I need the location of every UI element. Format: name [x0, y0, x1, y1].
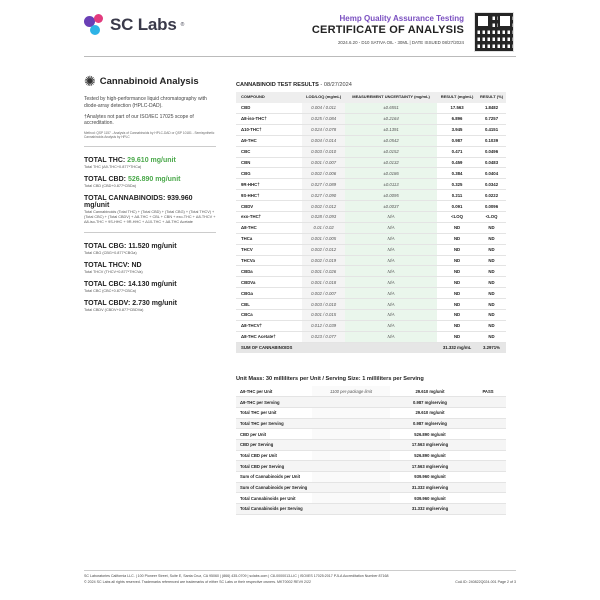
table-row [236, 222, 506, 233]
unit-cell [312, 397, 390, 408]
unit-cell: Total Cannabinoids per Unit [236, 493, 312, 504]
unit-row [236, 504, 506, 515]
table-row [236, 277, 506, 288]
total-item [84, 281, 216, 294]
section-title: Cannabinoid Analysis [99, 75, 199, 87]
table-cell: ND [437, 277, 477, 288]
unit-row [236, 429, 506, 440]
unit-cell [470, 482, 506, 493]
table-cell: 0.459 [437, 157, 477, 168]
accreditation-note: †Analytes not part of our ISO/IEC 17025 scope of accreditation. [84, 113, 194, 127]
table-cell: 0.004 / 0.014 [302, 135, 345, 146]
table-row [236, 168, 506, 179]
table-cell: ND [477, 244, 506, 255]
table-cell: 17.563 [437, 103, 477, 114]
unit-cell: Δ9-THC per Unit [236, 386, 312, 397]
table-cell: Δ8-THC [236, 222, 302, 233]
total-label [84, 195, 216, 209]
unit-cell: Total CBD per Unit [236, 450, 312, 461]
table-cell: ND [477, 331, 506, 342]
footer-address: SC Laboratories California LLC. | 100 Pioneer Street, Suite E, Santa Cruz, CA 95060 | (866) 435-0709 | sclabs.com | C8-0000013-LIC | ISO/IES 17025:2017 PJLA Accreditation Number 87168 [84, 574, 389, 578]
unit-cell: 17.563 mg/serving [390, 461, 470, 472]
total-label [84, 300, 216, 307]
table-row [236, 331, 506, 342]
total-value: 526.890 mg/unit [127, 176, 181, 184]
cannabinoid-results [236, 82, 506, 353]
table-cell: 1.8482 [477, 103, 506, 114]
total-value: 14.130 mg/unit [127, 280, 177, 288]
total-name: TOTAL CBDV: [84, 299, 133, 307]
total-formula: Total CBG (CBG+0.877*CBGa) [84, 250, 137, 255]
unit-cell [470, 407, 506, 418]
total-formula: Total CBD (CBD+0.877*CBDa) [84, 184, 137, 189]
total-formula: Total CBC (CBC+0.877*CBCa) [84, 288, 137, 293]
table-cell: ND [477, 255, 506, 266]
table-cell: CBD [236, 103, 302, 114]
table-cell: 0.01 / 0.02 [302, 222, 345, 233]
table-cell: 0.028 / 0.093 [302, 212, 345, 223]
table-cell: 0.1039 [477, 135, 506, 146]
unit-cell [312, 429, 390, 440]
table-cell: 0.024 / 0.078 [302, 124, 345, 135]
table-cell: ND [437, 320, 477, 331]
table-cell: ND [437, 299, 477, 310]
unit-cell: 939.960 mg/unit [390, 493, 470, 504]
total-formula: Total Cannabinoids (Total THC) + (Total CBD) + (Total CBG) + (Total THCV) + (Total CBC) + (Total CBDV) + Δ8-THC + CBL + CBN + exo-THC + Δ8-THCV + Δ8-iso-THC + 9S-HHC + 9R-HHC + Δ10-THC + Δ8-THC Acetate [84, 210, 216, 225]
table-cell: 0.987 [437, 135, 477, 146]
table-cell: ND [477, 266, 506, 277]
unit-cell: 31.332 mg/serving [390, 504, 470, 515]
total-value: 29.610 mg/unit [127, 156, 176, 164]
table-cell: CBDV [236, 201, 302, 212]
total-formula: Total CBDV (CBDV+0.877*CBDVa) [84, 307, 144, 312]
total-name: TOTAL CBG: [84, 242, 129, 250]
unit-cell: Sum of Cannabinoids per Unit [236, 472, 312, 483]
table-row [236, 288, 506, 299]
unit-cell [312, 439, 390, 450]
total-name: TOTAL CANNABINOIDS: [84, 195, 168, 203]
table-cell: THCVa [236, 255, 302, 266]
table-cell: ±0.0186 [345, 168, 437, 179]
total-formula: Total THC (Δ9-THC+0.877*THCa) [84, 164, 142, 169]
unit-cell: Δ9-THC per Serving [236, 397, 312, 408]
unit-cell: PASS [470, 386, 506, 397]
divider [84, 232, 216, 233]
table-cell: ±0.0095 [345, 190, 437, 201]
table-cell: N/A [345, 244, 437, 255]
table-cell: ±0.0152 [345, 146, 437, 157]
table-cell: 0.384 [437, 168, 477, 179]
table-cell: 0.027 / 0.090 [302, 190, 345, 201]
table-cell: 0.002 / 0.012 [302, 201, 345, 212]
unit-row [236, 418, 506, 429]
table-cell: Δ10-THC† [236, 124, 302, 135]
table-cell: 0.027 / 0.089 [302, 179, 345, 190]
total-value: ND [131, 261, 142, 269]
table-row [236, 310, 506, 321]
table-cell: CBDa [236, 266, 302, 277]
table-cell: ND [477, 310, 506, 321]
table-cell: 0.0342 [477, 179, 506, 190]
table-cell: <LOQ [477, 212, 506, 223]
unit-cell: CBD per Unit [236, 429, 312, 440]
table-cell: ±0.0037 [345, 201, 437, 212]
unit-cell [312, 504, 390, 515]
table-cell: N/A [345, 310, 437, 321]
table-cell: ND [437, 288, 477, 299]
table-cell: ND [437, 233, 477, 244]
table-cell: N/A [345, 212, 437, 223]
table-cell: CBGa [236, 288, 302, 299]
table-cell: Δ8-iso-THC† [236, 113, 302, 124]
unit-cell: 29.610 mg/unit [390, 407, 470, 418]
table-cell: ±0.6551 [345, 103, 437, 114]
table-cell: 0.0404 [477, 168, 506, 179]
table-cell: 3.945 [437, 124, 477, 135]
column-header: RESULT (mg/mL) [437, 92, 477, 103]
table-cell: CBDVa [236, 277, 302, 288]
unit-cell: Total Cannabinoids per Serving [236, 504, 312, 515]
total-name: TOTAL CBC: [84, 280, 128, 288]
table-row [236, 233, 506, 244]
cannabinoid-analysis-heading [84, 74, 216, 88]
unit-row [236, 450, 506, 461]
table-cell: N/A [345, 320, 437, 331]
unit-cell: Sum of Cannabinoids per Serving [236, 482, 312, 493]
cannabis-leaf-icon: ✺ [84, 73, 96, 89]
method-reference: Method: QSP 1157 - Analysis of Cannabinoids by HPLC-DAD or QSP 10181 - Semisynthetic Cannabinoids Analysis by HPLC [84, 131, 215, 140]
total-label [84, 262, 216, 269]
table-cell: ND [477, 320, 506, 331]
table-cell: 0.091 [437, 201, 477, 212]
table-row [236, 266, 506, 277]
results-table [236, 92, 506, 353]
table-row [236, 179, 506, 190]
brand-name: SC Labs [110, 15, 177, 34]
column-header: COMPOUND [236, 92, 302, 103]
table-row [236, 299, 506, 310]
table-cell: CBL [236, 299, 302, 310]
unit-cell: Total CBD per Serving [236, 461, 312, 472]
unit-cell [470, 397, 506, 408]
table-cell: ND [477, 299, 506, 310]
sum-cell: 3.2971% [477, 342, 506, 353]
unit-row [236, 472, 506, 483]
table-cell: 0.471 [437, 146, 477, 157]
unit-cell [470, 493, 506, 504]
unit-cell [470, 461, 506, 472]
table-row [236, 157, 506, 168]
table-cell: 0.211 [437, 190, 477, 201]
table-cell: ND [477, 277, 506, 288]
table-cell: ND [437, 222, 477, 233]
table-cell: N/A [345, 277, 437, 288]
table-cell: 0.0483 [477, 157, 506, 168]
total-formula: Total THCV (THCV+0.877*THCVa) [84, 269, 143, 274]
unit-cell [312, 407, 390, 418]
table-cell: exo-THC† [236, 212, 302, 223]
unit-cell: 526.890 mg/unit [390, 429, 470, 440]
table-cell: ND [437, 266, 477, 277]
total-name: TOTAL THCV: [84, 261, 132, 269]
table-cell: Δ9-THC [236, 135, 302, 146]
document-meta: 2024.6.20 - D10 SATIVA OIL - 30ML | DATE ISSUED 08/27/2024 [337, 40, 464, 45]
table-cell: 0.004 / 0.011 [302, 103, 345, 114]
total-value: 2.730 mg/unit [132, 299, 177, 307]
total-item [84, 157, 216, 170]
table-cell: 0.002 / 0.006 [302, 168, 345, 179]
unit-row [236, 461, 506, 472]
table-cell: CBCa [236, 310, 302, 321]
table-cell: 0.0222 [477, 190, 506, 201]
table-cell: 0.025 / 0.084 [302, 113, 345, 124]
total-item [84, 243, 216, 256]
unit-cell: Total THC per Serving [236, 418, 312, 429]
sum-cell [345, 342, 437, 353]
table-cell: 0.023 / 0.077 [302, 331, 345, 342]
unit-cell [470, 504, 506, 515]
table-row [236, 190, 506, 201]
unit-row [236, 439, 506, 450]
page-footer [84, 570, 516, 585]
total-name: TOTAL CBD: [84, 176, 128, 184]
document-title: CERTIFICATE OF ANALYSIS [311, 24, 464, 36]
total-item [84, 262, 216, 275]
table-cell: CBG [236, 168, 302, 179]
table-cell: ND [437, 244, 477, 255]
unit-cell: 17.563 mg/serving [390, 439, 470, 450]
table-cell: N/A [345, 233, 437, 244]
unit-row [236, 386, 506, 397]
sum-cell: 31.332 mg/mL [437, 342, 477, 353]
table-cell: ND [437, 310, 477, 321]
table-row [236, 103, 506, 114]
table-cell: ±0.0113 [345, 179, 437, 190]
unit-row [236, 482, 506, 493]
unit-cell [312, 472, 390, 483]
table-cell: 9R-HHC† [236, 179, 302, 190]
method-description: Tested by high-performance liquid chromatography with diode-array detection (HPLC-DAD). [84, 96, 207, 109]
table-cell: 0.0096 [477, 201, 506, 212]
table-cell: ND [477, 288, 506, 299]
unit-cell [312, 461, 390, 472]
table-row [236, 201, 506, 212]
left-summary [84, 74, 216, 319]
unit-mass-table [236, 386, 506, 515]
unit-cell: 1100 per-package limit [312, 386, 390, 397]
table-cell: 9S-HHC† [236, 190, 302, 201]
table-cell: N/A [345, 222, 437, 233]
table-cell: 0.003 / 0.010 [302, 146, 345, 157]
sum-cell: SUM OF CANNABINOIDS [236, 342, 302, 353]
total-item [84, 195, 216, 225]
total-value: 939.960 mg/unit [84, 195, 193, 210]
table-cell: 0.002 / 0.019 [302, 255, 345, 266]
unit-cell [312, 418, 390, 429]
table-cell: THCV [236, 244, 302, 255]
unit-cell: 939.960 mg/unit [390, 472, 470, 483]
table-cell: 0.001 / 0.018 [302, 277, 345, 288]
table-cell: 0.003 / 0.010 [302, 299, 345, 310]
table-cell: N/A [345, 299, 437, 310]
table-cell: N/A [345, 288, 437, 299]
table-cell: ND [437, 255, 477, 266]
table-cell: 0.0496 [477, 146, 506, 157]
table-row [236, 244, 506, 255]
total-item [84, 300, 216, 313]
header-divider [84, 56, 516, 57]
total-item [84, 176, 216, 189]
unit-cell [312, 450, 390, 461]
table-cell: <LOQ [437, 212, 477, 223]
table-cell: ±0.2164 [345, 113, 437, 124]
table-cell: 0.7257 [477, 113, 506, 124]
table-cell: N/A [345, 331, 437, 342]
table-cell: THCa [236, 233, 302, 244]
table-cell: 0.001 / 0.015 [302, 310, 345, 321]
table-cell: ND [477, 233, 506, 244]
table-row [236, 124, 506, 135]
unit-mass-title: Unit Mass: 30 milliliters per Unit / Serving Size: 1 milliliters per Serving [236, 376, 424, 382]
table-cell: ND [437, 331, 477, 342]
table-cell: N/A [345, 266, 437, 277]
column-header: LOD/LOQ (mg/mL) [302, 92, 345, 103]
unit-cell [470, 418, 506, 429]
results-date: - 08/27/2024 [318, 82, 352, 88]
brand-reg: ® [180, 22, 185, 28]
total-label [84, 281, 216, 288]
table-row [236, 320, 506, 331]
table-cell: 0.002 / 0.012 [302, 244, 345, 255]
table-cell: ±0.1391 [345, 124, 437, 135]
unit-row [236, 407, 506, 418]
table-cell: 0.001 / 0.007 [302, 157, 345, 168]
table-cell: ±0.0542 [345, 135, 437, 146]
qr-code-icon[interactable] [474, 12, 514, 52]
table-cell: 0.012 / 0.039 [302, 320, 345, 331]
table-row [236, 212, 506, 223]
unit-row [236, 397, 506, 408]
total-value: 11.520 mg/unit [128, 242, 177, 250]
table-cell: Δ8-THC Acetate† [236, 331, 302, 342]
table-cell: Δ8-THCV† [236, 320, 302, 331]
unit-row [236, 493, 506, 504]
table-cell: 0.001 / 0.005 [302, 233, 345, 244]
unit-cell [470, 450, 506, 461]
unit-cell [470, 472, 506, 483]
sum-cell [302, 342, 345, 353]
unit-cell: 0.987 mg/serving [390, 397, 470, 408]
unit-cell: Total THC per Unit [236, 407, 312, 418]
results-title [236, 82, 506, 88]
total-name: TOTAL THC: [84, 156, 128, 164]
table-row [236, 113, 506, 124]
unit-cell [470, 429, 506, 440]
table-cell: CBC [236, 146, 302, 157]
table-cell: 0.325 [437, 179, 477, 190]
column-header: RESULT (%) [477, 92, 506, 103]
table-cell: ±0.0132 [345, 157, 437, 168]
total-label [84, 176, 216, 183]
header-subtitle: Hemp Quality Assurance Testing [339, 14, 464, 23]
table-row [236, 135, 506, 146]
table-cell: 0.001 / 0.026 [302, 266, 345, 277]
total-label [84, 243, 216, 250]
table-row [236, 146, 506, 157]
divider [84, 146, 216, 147]
unit-cell [470, 439, 506, 450]
table-cell: ND [477, 222, 506, 233]
unit-cell: CBD per Serving [236, 439, 312, 450]
unit-cell: 31.332 mg/serving [390, 482, 470, 493]
unit-mass-section [236, 376, 506, 515]
unit-cell: 0.987 mg/serving [390, 418, 470, 429]
total-label [84, 157, 216, 164]
table-cell: 6.896 [437, 113, 477, 124]
unit-cell: 29.610 mg/unit [390, 386, 470, 397]
table-cell: 0.002 / 0.007 [302, 288, 345, 299]
table-cell: 0.4151 [477, 124, 506, 135]
unit-cell: 526.890 mg/unit [390, 450, 470, 461]
logo-dots-icon [84, 14, 106, 36]
header-titles [214, 14, 464, 45]
footer-copyright: © 2024 SC Labs all rights reserved. Trademarks referenced are trademarks of either SC Labs or their respective owners. MKT0002 REV9 2/22 [84, 579, 311, 584]
table-row [236, 255, 506, 266]
footer-coa-id: CoA ID: 240822Q024-001 Page 2 of 3 [455, 579, 516, 584]
unit-cell [312, 482, 390, 493]
table-cell: CBN [236, 157, 302, 168]
sc-labs-logo [84, 14, 184, 36]
table-cell: N/A [345, 255, 437, 266]
column-header: MEASUREMENT UNCERTAINTY (mg/mL) [345, 92, 437, 103]
sum-row [236, 342, 506, 353]
unit-cell [312, 493, 390, 504]
results-title-text: CANNABINOID TEST RESULTS [236, 82, 319, 88]
